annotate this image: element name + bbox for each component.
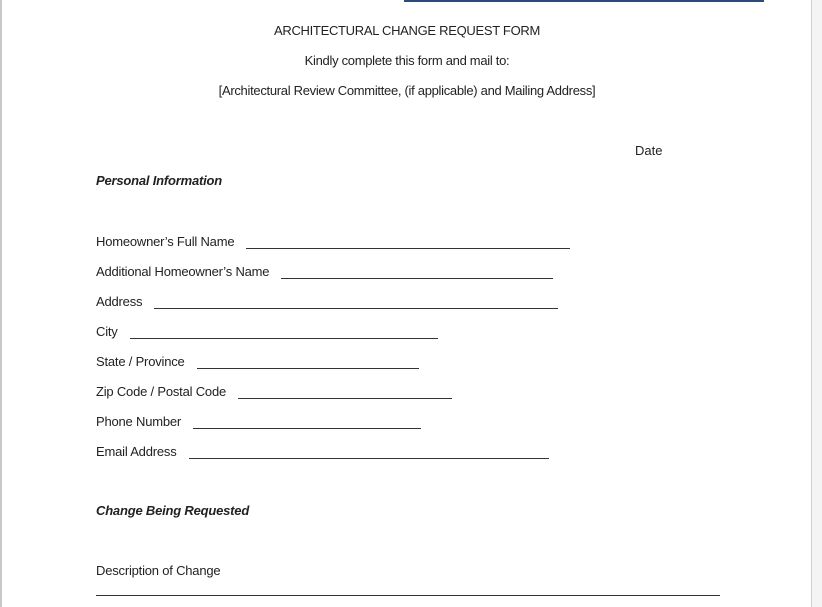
- field-label: State / Province: [96, 354, 185, 369]
- address-field[interactable]: [154, 296, 558, 309]
- zip-postal-code-field[interactable]: [238, 386, 452, 399]
- state-province-field[interactable]: [197, 356, 419, 369]
- mailing-address-placeholder: [Architectural Review Committee, (if applicable) and Mailing Address]: [218, 83, 596, 98]
- field-label: Zip Code / Postal Code: [96, 384, 227, 399]
- change-requested-heading: Change Being Requested: [96, 503, 250, 518]
- personal-information-heading: Personal Information: [96, 173, 223, 188]
- page-left-edge: [0, 0, 2, 607]
- description-of-change-label: Description of Change: [96, 563, 221, 578]
- field-label: Homeowner’s Full Name: [96, 234, 235, 249]
- additional-homeowner-name-row: [96, 263, 553, 281]
- description-of-change-field[interactable]: [96, 583, 720, 596]
- document-page: [96, 0, 726, 607]
- date-label: Date: [635, 143, 663, 158]
- field-label: City: [96, 324, 118, 339]
- form-instruction: Kindly complete this form and mail to:: [304, 53, 510, 68]
- additional-homeowner-name-field[interactable]: [281, 266, 553, 279]
- page-right-edge: [811, 0, 822, 607]
- city-row: [96, 323, 438, 341]
- field-label: Phone Number: [96, 414, 182, 429]
- field-label: Address: [96, 294, 143, 309]
- homeowner-full-name-row: [96, 233, 570, 251]
- field-label: Email Address: [96, 444, 177, 459]
- email-address-row: [96, 443, 549, 461]
- state-province-row: [96, 353, 419, 371]
- phone-number-field[interactable]: [193, 416, 421, 429]
- city-field[interactable]: [130, 326, 438, 339]
- zip-postal-code-row: [96, 383, 452, 401]
- phone-number-row: [96, 413, 421, 431]
- field-label: Additional Homeowner’s Name: [96, 264, 270, 279]
- form-title: ARCHITECTURAL CHANGE REQUEST FORM: [273, 23, 540, 38]
- homeowner-full-name-field[interactable]: [246, 236, 570, 249]
- email-address-field[interactable]: [189, 446, 549, 459]
- address-row: [96, 293, 558, 311]
